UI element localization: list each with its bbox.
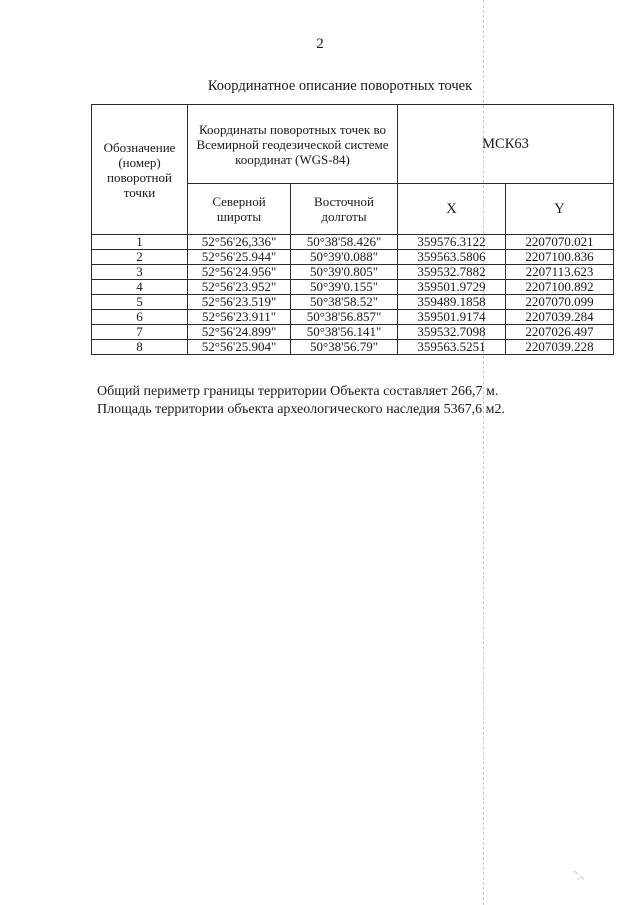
point-number: 3 bbox=[92, 265, 188, 280]
area-text: Площадь территории объекта археологического наследия 5367,6 м2. bbox=[97, 402, 505, 417]
page-number: 2 bbox=[316, 36, 324, 52]
latitude-cell: 52°56'23.911" bbox=[188, 310, 291, 325]
latitude-cell: 52°56'24.956" bbox=[188, 265, 291, 280]
table-row bbox=[92, 250, 614, 265]
point-number: 1 bbox=[92, 235, 188, 250]
y-cell: 2207039.284 bbox=[506, 310, 614, 325]
point-number: 4 bbox=[92, 280, 188, 295]
longitude-cell: 50°38'56.857" bbox=[291, 310, 398, 325]
y-cell: 2207113.623 bbox=[506, 265, 614, 280]
table-row bbox=[92, 310, 614, 325]
point-number: 6 bbox=[92, 310, 188, 325]
point-number: 7 bbox=[92, 325, 188, 340]
longitude-cell: 50°38'56.141" bbox=[291, 325, 398, 340]
x-cell: 359532.7098 bbox=[398, 325, 506, 340]
x-cell: 359576.3122 bbox=[398, 235, 506, 250]
latitude-cell: 52°56'24.899" bbox=[188, 325, 291, 340]
latitude-cell: 52°56'23.519" bbox=[188, 295, 291, 310]
header-longitude: Восточной долготы bbox=[291, 184, 398, 235]
y-cell: 2207070.021 bbox=[506, 235, 614, 250]
document-title: Координатное описание поворотных точек bbox=[207, 78, 473, 94]
longitude-cell: 50°38'58.426" bbox=[291, 235, 398, 250]
x-cell: 359532.7882 bbox=[398, 265, 506, 280]
y-cell: 2207100.836 bbox=[506, 250, 614, 265]
longitude-cell: 50°39'0.805" bbox=[291, 265, 398, 280]
x-cell: 359489.1858 bbox=[398, 295, 506, 310]
table-row bbox=[92, 325, 614, 340]
longitude-cell: 50°38'56.79" bbox=[291, 340, 398, 355]
coordinates-table bbox=[91, 104, 614, 355]
latitude-cell: 52°56'25.944" bbox=[188, 250, 291, 265]
table-row bbox=[92, 280, 614, 295]
header-wgs84-coordinates: Координаты поворотных точек во Всемирной геодезической системе координат (WGS-84) bbox=[188, 105, 398, 184]
latitude-cell: 52°56'23.952" bbox=[188, 280, 291, 295]
header-msk63: МСК63 bbox=[398, 105, 614, 184]
perimeter-text: Общий периметр границы территории Объекта составляет 266,7 м. bbox=[97, 384, 499, 399]
summary-block bbox=[97, 383, 505, 419]
x-cell: 359563.5251 bbox=[398, 340, 506, 355]
table-row bbox=[92, 265, 614, 280]
y-cell: 2207100.892 bbox=[506, 280, 614, 295]
longitude-cell: 50°38'58.52" bbox=[291, 295, 398, 310]
x-cell: 359563.5806 bbox=[398, 250, 506, 265]
point-number: 2 bbox=[92, 250, 188, 265]
table-row bbox=[92, 340, 614, 355]
y-cell: 2207070.099 bbox=[506, 295, 614, 310]
x-cell: 359501.9729 bbox=[398, 280, 506, 295]
header-y: Y bbox=[506, 184, 614, 235]
point-number: 8 bbox=[92, 340, 188, 355]
table-row bbox=[92, 295, 614, 310]
table-row bbox=[92, 235, 614, 250]
header-x: X bbox=[398, 184, 506, 235]
scan-speck-mark bbox=[572, 868, 588, 882]
header-latitude: Северной широты bbox=[188, 184, 291, 235]
longitude-cell: 50°39'0.155" bbox=[291, 280, 398, 295]
y-cell: 2207026.497 bbox=[506, 325, 614, 340]
header-point-designation: Обозначение (номер) поворотной точки bbox=[92, 105, 188, 235]
y-cell: 2207039.228 bbox=[506, 340, 614, 355]
point-number: 5 bbox=[92, 295, 188, 310]
longitude-cell: 50°39'0.088" bbox=[291, 250, 398, 265]
x-cell: 359501.9174 bbox=[398, 310, 506, 325]
latitude-cell: 52°56'25.904" bbox=[188, 340, 291, 355]
latitude-cell: 52°56'26,336" bbox=[188, 235, 291, 250]
